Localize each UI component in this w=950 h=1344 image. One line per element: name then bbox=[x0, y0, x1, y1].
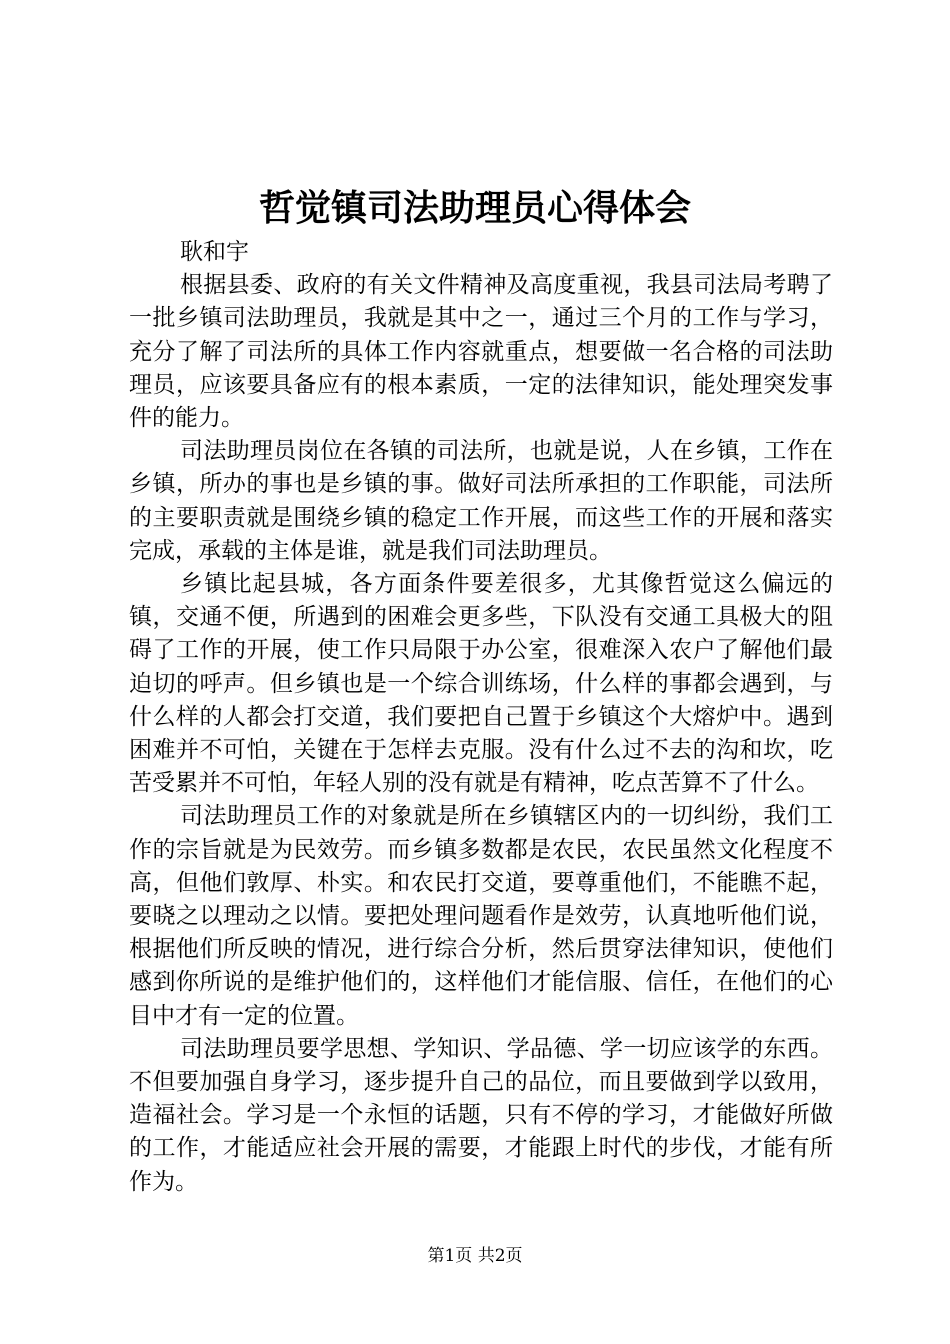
paragraph-4: 司法助理员工作的对象就是所在乡镇辖区内的一切纠纷，我们工作的宗旨就是为民效劳。而乡镇多数都是农民，农民虽然文化程度不高，但他们敦厚、朴实。和农民打交道，要尊重他们，不能瞧不起，要晓之以理动之以情。要把处理问题看作是效劳，认真地听他们说，根据他们所反映的情况，进行综合分析，然后贯穿法律知识，使他们感到你所说的是维护他们的，这样他们才能信服、信任，在他们的心目中才有一定的位置。 bbox=[129, 803, 833, 1029]
document-body bbox=[129, 236, 833, 1199]
paragraph-3: 乡镇比起县城，各方面条件要差很多，尤其像哲觉这么偏远的镇，交通不便，所遇到的困难会更多些，下队没有交通工具极大的阻碍了工作的开展，使工作只局限于办公室，很难深入农户了解他们最迫切的呼声。但乡镇也是一个综合训练场，什么样的事都会遇到，与什么样的人都会打交道，我们要把自己置于乡镇这个大熔炉中。遇到困难并不可怕，关键在于怎样去克服。没有什么过不去的沟和坎，吃苦受累并不可怕，年轻人别的没有就是有精神，吃点苦算不了什么。 bbox=[129, 571, 833, 797]
paragraph-1: 根据县委、政府的有关文件精神及高度重视，我县司法局考聘了一批乡镇司法助理员，我就是其中之一，通过三个月的工作与学习，充分了解了司法所的具体工作内容就重点，想要做一名合格的司法助理员，应该要具备应有的根本素质，一定的法律知识，能处理突发事件的能力。 bbox=[129, 272, 833, 432]
paragraph-5: 司法助理员要学思想、学知识、学品德、学一切应该学的东西。不但要加强自身学习，逐步提升自己的品位，而且要做到学以致用，造福社会。学习是一个永恒的话题，只有不停的学习，才能做好所做的工作，才能适应社会开展的需要，才能跟上时代的步伐，才能有所作为。 bbox=[129, 1035, 833, 1195]
paragraph-2: 司法助理员岗位在各镇的司法所，也就是说，人在乡镇，工作在乡镇，所办的事也是乡镇的事。做好司法所承担的工作职能，司法所的主要职责就是围绕乡镇的稳定工作开展，而这些工作的开展和落实完成，承载的主体是谁，就是我们司法助理员。 bbox=[129, 438, 833, 564]
page-footer: 第1页 共2页 bbox=[427, 1246, 523, 1266]
document-title: 哲觉镇司法助理员心得体会 bbox=[258, 187, 691, 229]
author-name: 耿和宇 bbox=[180, 239, 249, 265]
